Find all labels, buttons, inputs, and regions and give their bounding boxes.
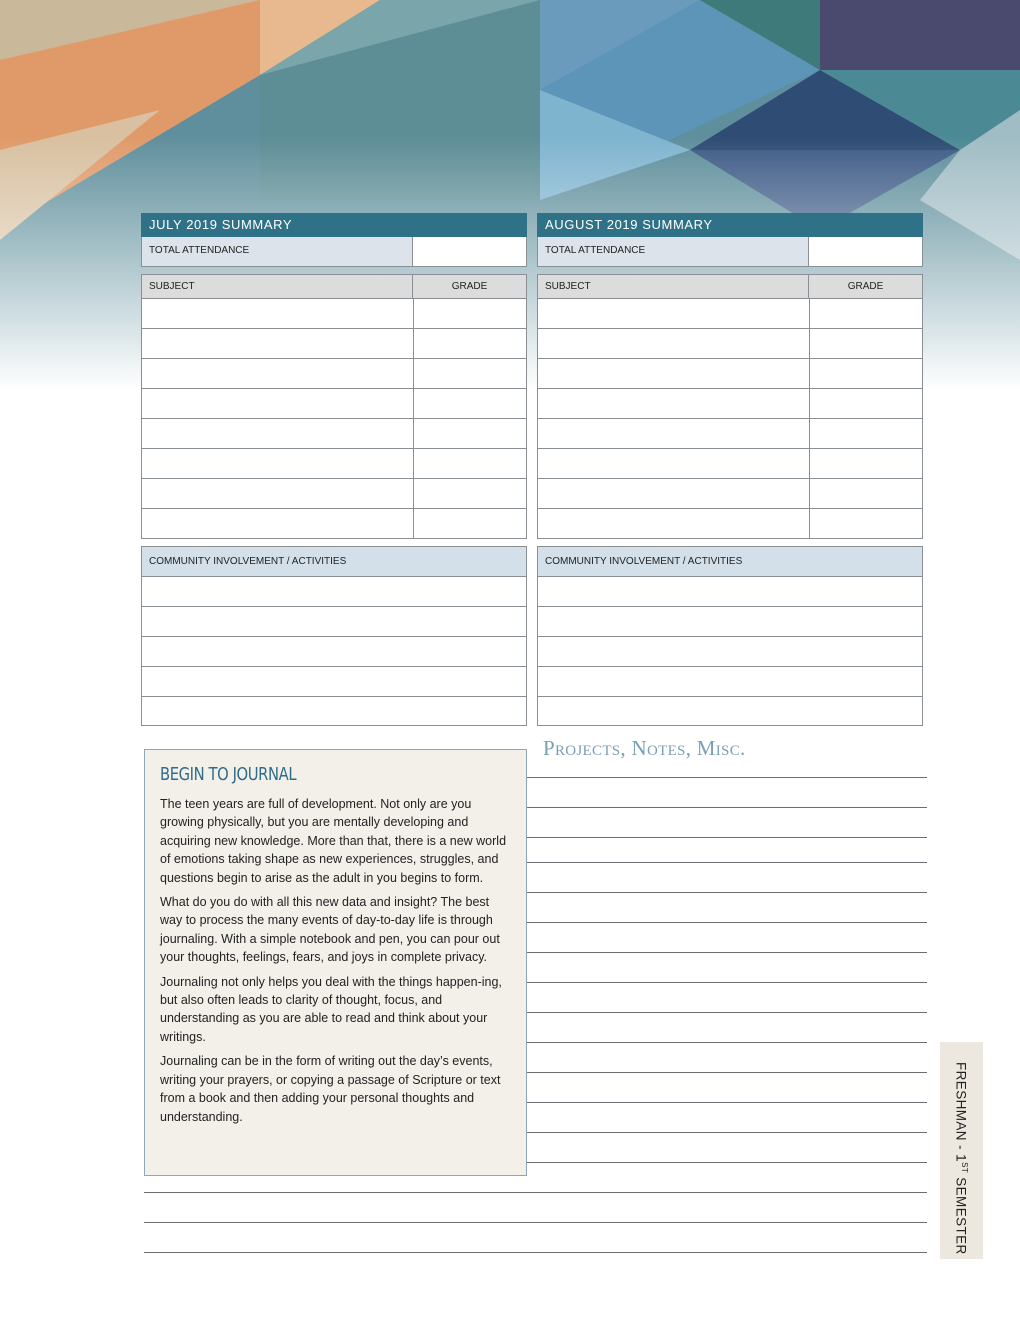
- community-row[interactable]: [142, 607, 526, 637]
- note-line[interactable]: [144, 1192, 927, 1193]
- august-attendance-field[interactable]: [809, 237, 922, 266]
- note-line[interactable]: [144, 1252, 927, 1253]
- community-row[interactable]: [142, 667, 526, 697]
- note-line[interactable]: [527, 777, 927, 778]
- semester-side-tab: [940, 1042, 983, 1259]
- subject-cell[interactable]: [538, 449, 810, 478]
- note-line[interactable]: [527, 892, 927, 893]
- note-line[interactable]: [527, 922, 927, 923]
- note-line[interactable]: [527, 807, 927, 808]
- july-attendance-field[interactable]: [413, 237, 526, 266]
- subject-cell[interactable]: [538, 509, 810, 538]
- july-community-table: [141, 546, 527, 726]
- august-summary-title: AUGUST 2019 SUMMARY: [537, 213, 923, 237]
- subject-cell[interactable]: [142, 299, 414, 328]
- july-community-header: COMMUNITY INVOLVEMENT / ACTIVITIES: [142, 547, 526, 577]
- semester-label-prefix: FRESHMAN - 1: [953, 1062, 969, 1163]
- grade-cell[interactable]: [414, 449, 526, 478]
- august-grade-table: [537, 274, 923, 539]
- table-row: [538, 359, 922, 389]
- note-line[interactable]: [527, 1162, 927, 1163]
- august-grade-header: GRADE: [847, 281, 884, 292]
- journal-paragraph: Journaling not only helps you deal with the things happen-ing, but also often leads to clarity of thought, focus, and understanding as you are able to read and think about your writings.: [160, 974, 502, 1044]
- grade-cell[interactable]: [414, 389, 526, 418]
- table-row: [142, 389, 526, 419]
- community-row[interactable]: [142, 637, 526, 667]
- table-row: [142, 359, 526, 389]
- subject-cell[interactable]: [538, 419, 810, 448]
- note-line[interactable]: [144, 1222, 927, 1223]
- subject-cell[interactable]: [142, 389, 414, 418]
- table-row: [142, 509, 526, 538]
- subject-cell[interactable]: [142, 419, 414, 448]
- community-row[interactable]: [538, 607, 922, 637]
- notes-title: Projects, Notes, Misc.: [543, 736, 746, 760]
- grade-cell[interactable]: [414, 479, 526, 508]
- note-line[interactable]: [527, 1102, 927, 1103]
- table-row: [538, 299, 922, 329]
- table-row: [142, 299, 526, 329]
- august-attendance-label: TOTAL ATTENDANCE: [538, 237, 809, 266]
- grade-cell[interactable]: [810, 479, 922, 508]
- july-grade-table: [141, 274, 527, 539]
- note-line[interactable]: [527, 952, 927, 953]
- journal-paragraph: Journaling can be in the form of writing out the day’s events, writing your prayers, or copying a passage of Scripture or text from a book and then adding your personal thoughts and understanding.: [160, 1054, 501, 1124]
- grade-cell[interactable]: [414, 419, 526, 448]
- table-row: [142, 329, 526, 359]
- note-line[interactable]: [527, 1072, 927, 1073]
- note-line[interactable]: [527, 1042, 927, 1043]
- table-row: [538, 329, 922, 359]
- july-attendance-row: [141, 237, 527, 267]
- community-row[interactable]: [538, 577, 922, 607]
- subject-cell[interactable]: [538, 359, 810, 388]
- subject-cell[interactable]: [538, 389, 810, 418]
- subject-cell[interactable]: [142, 509, 414, 538]
- july-summary-title: JULY 2019 SUMMARY: [141, 213, 527, 237]
- subject-cell[interactable]: [142, 329, 414, 358]
- subject-cell[interactable]: [538, 329, 810, 358]
- semester-label: [953, 1062, 969, 1255]
- august-grade-table-header: [538, 275, 922, 299]
- community-row[interactable]: [538, 637, 922, 667]
- community-row[interactable]: [142, 697, 526, 725]
- subject-cell[interactable]: [142, 479, 414, 508]
- august-community-header: COMMUNITY INVOLVEMENT / ACTIVITIES: [538, 547, 922, 577]
- july-attendance-label: TOTAL ATTENDANCE: [142, 237, 413, 266]
- journal-box: [144, 749, 527, 1176]
- subject-cell[interactable]: [538, 479, 810, 508]
- semester-label-suffix: SEMESTER: [953, 1173, 969, 1255]
- note-line[interactable]: [527, 837, 927, 838]
- journal-paragraph: The teen years are full of development. Not only are you growing physically, but you are mentally developing and acquiring new knowledge. More than that, there is a new world of emotions taking shape as new experiences, struggles, and questions begin to arise as the adult in you begins to form.: [160, 797, 507, 885]
- community-row[interactable]: [142, 577, 526, 607]
- table-row: [142, 419, 526, 449]
- subject-cell[interactable]: [142, 359, 414, 388]
- grade-cell[interactable]: [810, 299, 922, 328]
- note-line[interactable]: [527, 1012, 927, 1013]
- grade-cell[interactable]: [810, 509, 922, 538]
- grade-cell[interactable]: [810, 329, 922, 358]
- august-attendance-row: [537, 237, 923, 267]
- grade-cell[interactable]: [810, 359, 922, 388]
- august-community-table: [537, 546, 923, 726]
- grade-cell[interactable]: [810, 449, 922, 478]
- grade-cell[interactable]: [414, 329, 526, 358]
- august-subject-header: SUBJECT: [538, 275, 809, 298]
- july-subject-header: SUBJECT: [142, 275, 413, 298]
- july-grade-header: GRADE: [451, 281, 488, 292]
- note-line[interactable]: [527, 982, 927, 983]
- table-row: [142, 479, 526, 509]
- table-row: [538, 419, 922, 449]
- subject-cell[interactable]: [142, 449, 414, 478]
- grade-cell[interactable]: [810, 419, 922, 448]
- journal-title: BEGIN TO JOURNAL: [160, 764, 297, 785]
- table-row: [538, 449, 922, 479]
- july-grade-table-header: [142, 275, 526, 299]
- community-row[interactable]: [538, 697, 922, 725]
- journal-paragraph: What do you do with all this new data and insight? The best way to process the many events of day-to-day life is through journaling. With a simple notebook and pen, you can pour out your thoughts, feelings, fears, and joys in complete privacy.: [160, 895, 500, 965]
- grade-cell[interactable]: [414, 299, 526, 328]
- grade-cell[interactable]: [810, 389, 922, 418]
- grade-cell[interactable]: [414, 509, 526, 538]
- community-row[interactable]: [538, 667, 922, 697]
- note-line[interactable]: [527, 1132, 927, 1133]
- semester-label-superscript: ST: [959, 1162, 969, 1174]
- table-row: [538, 479, 922, 509]
- grade-cell[interactable]: [414, 359, 526, 388]
- table-row: [142, 449, 526, 479]
- table-row: [538, 389, 922, 419]
- note-line[interactable]: [527, 862, 927, 863]
- subject-cell[interactable]: [538, 299, 810, 328]
- table-row: [538, 509, 922, 538]
- july-summary: [141, 213, 527, 539]
- august-summary: [537, 213, 923, 539]
